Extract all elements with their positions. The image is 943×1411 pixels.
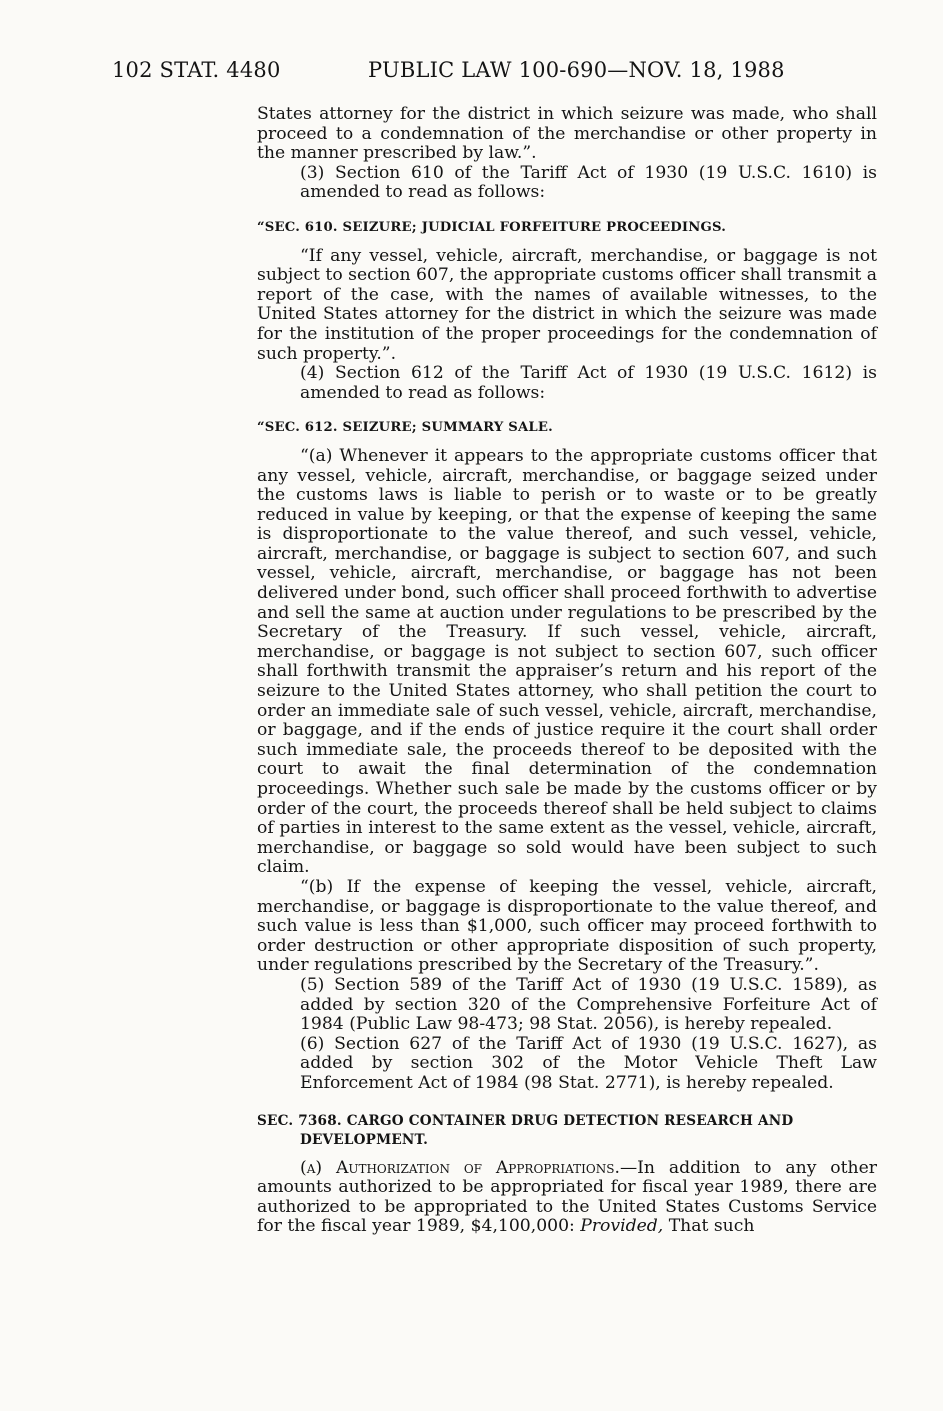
public-law-title: PUBLIC LAW 100-690—NOV. 18, 1988 (368, 58, 785, 82)
provided-italic: Provided, (580, 1216, 664, 1237)
section-612-heading: “SEC. 612. SEIZURE; SUMMARY SALE. (257, 420, 553, 436)
paragraph-section-610-text: “If any vessel, vehicle, aircraft, merchandise, or baggage is not subject to section 607, the appropriate customs officer shall transmit a report of the case, with the names of available witnesses, to the United States attorney for the district in which the seizure was made for the institution of the proper proceedings for the condemnation of such property.”. (257, 245, 877, 364)
paragraph-section-5: (5) Section 589 of the Tariff Act of 1930 (19 U.S.C. 1589), as added by section 320 of the Comprehensive Forfeiture Act of 1984 (Public Law 98-473; 98 Stat. 2056), is hereby repealed. (300, 974, 877, 1035)
paragraph-section-6: (6) Section 627 of the Tariff Act of 1930 (19 U.S.C. 1627), as added by section 302 of the Motor Vehicle Theft Law Enforcement Act of 1984 (98 Stat. 2771), is hereby repealed. (300, 1033, 877, 1093)
paragraph-612-b: “(b) If the expense of keeping the vessel, vehicle, aircraft, merchandise, or baggage is disproportionate to the value thereof, and such value is less than $1,000, such officer may proceed forthwith to order destruction or other appropriate disposition of such property, under regulations prescribed by the Secretary of the Treasury.”. (257, 876, 877, 976)
paragraph-continuation: States attorney for the district in which seizure was made, who shall proceed to a condemnation of the merchandise or other property in the manner prescribed by law.”. (257, 104, 877, 164)
stat-citation: 102 STAT. 4480 (112, 58, 281, 82)
document-body (257, 105, 877, 1237)
paragraph-section-3: (3) Section 610 of the Tariff Act of 1930 (19 U.S.C. 1610) is amended to read as follows: (300, 162, 877, 203)
paragraph-section-4: (4) Section 612 of the Tariff Act of 1930 (19 U.S.C. 1612) is amended to read as follows: (300, 363, 877, 403)
section-610-heading: “SEC. 610. SEIZURE; JUDICIAL FORFEITURE PROCEEDINGS. (257, 219, 726, 235)
paragraph-612-a: “(a) Whenever it appears to the appropriate customs officer that any vessel, vehicle, aircraft, merchandise, or baggage seized under the customs laws is liable to perish or to waste or to be greatly reduced in value by keeping, or that the expense of keeping the same is disproportionate to the value thereof, and such vessel, vehicle, aircraft, merchandise, or baggage is subject to section 607, and such vessel, vehicle, aircraft, merchandise, or baggage has not been delivered under bond, such officer shall proceed forthwith to advertise and sell the same at auction under regulations to be prescribed by the Secretary of the Treasury. If such vessel, vehicle, aircraft, merchandise, or baggage is not subject to section 607, such officer shall forthwith transmit the appraiser’s return and his report of the seizure to the United States attorney, who shall petition the court to order an immediate sale of such vessel, vehicle, aircraft, merchandise, or baggage, and if the ends of justice require it the court shall order such immediate sale, the proceeds thereof to be deposited with the court to await the final determination of the condemnation proceedings. Whether such sale be made by the customs officer or by order of the court, the proceeds thereof shall be held subject to claims of parties in interest to the same extent as the vessel, vehicle, aircraft, merchandise, or baggage so sold would have been subject to such claim. (257, 445, 877, 878)
authorization-text-end: That such (663, 1216, 755, 1237)
section-7368-heading: SEC. 7368. CARGO CONTAINER DRUG DETECTION RESEARCH AND DEVELOPMENT. (257, 1112, 794, 1149)
authorization-text: —In addition to any other amounts authorized to be appropriated for fiscal year 1989, there are authorized to be appropriated to the United States Customs Service for the fiscal year 1989, $4,100,000: (257, 1157, 877, 1237)
page-header (112, 58, 873, 84)
paragraph-7368-a (257, 1159, 877, 1237)
authorization-label: (a) Authorization of Appropriations. (300, 1157, 620, 1178)
